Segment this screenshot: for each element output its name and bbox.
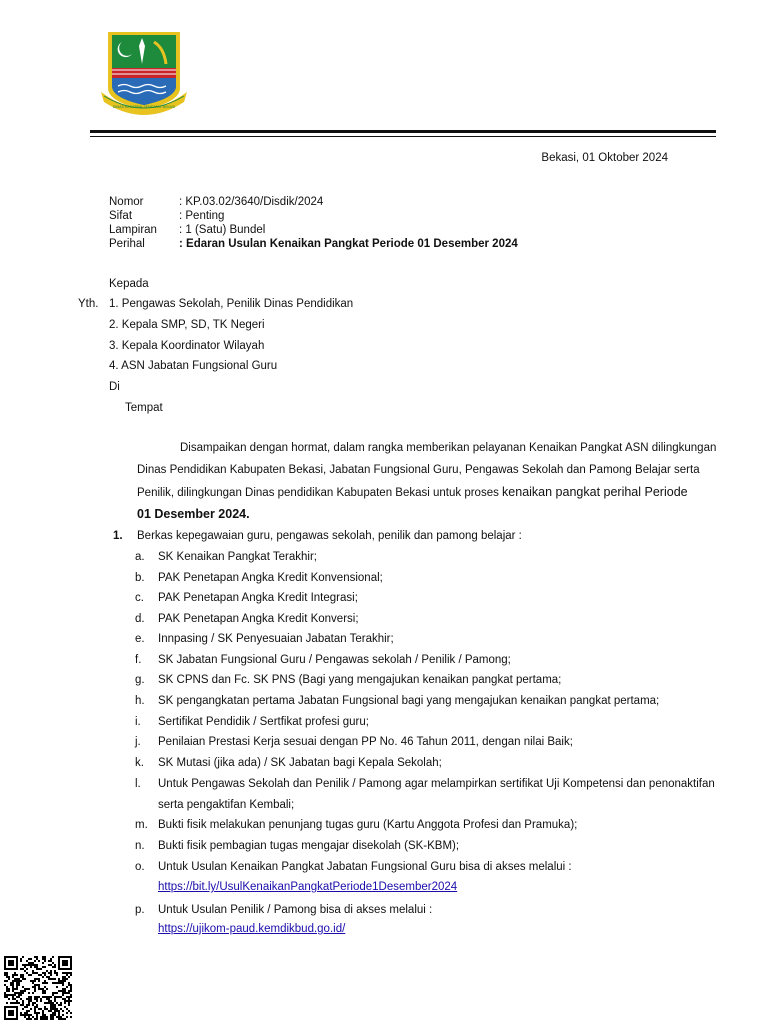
body-line-1: Disampaikan dengan hormat, dalam rangka memberikan pelayanan Kenaikan Pangkat ASN dilingkungan	[180, 442, 717, 454]
list-text: PAK Penetapan Angka Kredit Konvensional;	[158, 572, 383, 584]
list-text: Penilaian Prestasi Kerja sesuai dengan PP No. 46 Tahun 2011, dengan nilai Baik;	[158, 736, 573, 748]
list-marker: k.	[135, 757, 144, 769]
list-marker: e.	[135, 633, 145, 645]
meta-row-nomor	[109, 195, 518, 209]
meta-key: Sifat	[109, 210, 133, 222]
recipient-3: 3. Kepala Koordinator Wilayah	[109, 340, 265, 352]
list-text: SK Kenaikan Pangkat Terakhir;	[158, 551, 317, 563]
meta-value: : KP.03.02/3640/Disdik/2024	[179, 196, 324, 208]
body-line-3-b: kenaikan pangkat perihal Periode	[502, 485, 688, 499]
list-marker: i.	[135, 716, 141, 728]
address-tempat: Tempat	[125, 402, 163, 414]
list-marker: g.	[135, 674, 145, 686]
letterhead-rule-thin	[90, 136, 716, 137]
list-text: SK CPNS dan Fc. SK PNS (Bagi yang mengajukan kenaikan pangkat pertama;	[158, 674, 562, 686]
section-heading: Berkas kepegawaian guru, pengawas sekolah, penilik dan pamong belajar :	[137, 530, 522, 542]
recipient-1: 1. Pengawas Sekolah, Penilik Dinas Pendidikan	[109, 298, 354, 310]
list-marker: a.	[135, 551, 145, 563]
meta-value: : Penting	[179, 210, 225, 222]
list-marker: p.	[135, 904, 145, 916]
section-number: 1.	[113, 530, 123, 542]
meta-key: Lampiran	[109, 224, 157, 236]
list-text: Untuk Pengawas Sekolah dan Penilik / Pamong agar melampirkan sertifikat Uji Kompetensi dan penonaktifan	[158, 778, 715, 790]
list-text-continued: serta pengaktifan Kembali;	[158, 799, 295, 811]
list-marker: m.	[135, 819, 148, 831]
recipient-2: 2. Kepala SMP, SD, TK Negeri	[109, 319, 265, 331]
emblem-ribbon-text: DINAS KESATRIA SENDANG BEKASI	[112, 105, 176, 109]
letterhead-rule-thick	[90, 130, 716, 133]
address-di: Di	[109, 381, 120, 393]
meta-key: Perihal	[109, 238, 145, 250]
list-text: Bukti fisik melakukan penunjang tugas guru (Kartu Anggota Profesi dan Pramuka);	[158, 819, 578, 831]
list-marker: j.	[135, 736, 141, 748]
letter-meta	[109, 195, 518, 251]
meta-value: : Edaran Usulan Kenaikan Pangkat Periode 01 Desember 2024	[179, 238, 518, 250]
ujikom-paud-link[interactable]: https://ujikom-paud.kemdikbud.go.id/	[158, 923, 346, 935]
body-line-3	[137, 485, 688, 499]
list-marker: n.	[135, 840, 145, 852]
usul-kenaikan-pangkat-link[interactable]: https://bit.ly/UsulKenaikanPangkatPeriode1Desember2024	[158, 881, 458, 893]
list-text: Innpasing / SK Penyesuaian Jabatan Terakhir;	[158, 633, 394, 645]
regency-emblem-logo	[96, 28, 192, 120]
list-marker: d.	[135, 613, 145, 625]
list-text: SK Mutasi (jika ada) / SK Jabatan bagi Kepala Sekolah;	[158, 757, 442, 769]
meta-row-perihal	[109, 237, 518, 251]
list-text: Bukti fisik pembagian tugas mengajar disekolah (SK-KBM);	[158, 840, 460, 852]
list-text: PAK Penetapan Angka Kredit Integrasi;	[158, 592, 358, 604]
address-kepada: Kepada	[109, 278, 149, 290]
meta-value: : 1 (Satu) Bundel	[179, 224, 266, 236]
recipient-4: 4. ASN Jabatan Fungsional Guru	[109, 360, 278, 372]
list-marker: f.	[135, 654, 142, 666]
address-yth: Yth.	[78, 298, 99, 310]
list-text: Untuk Usulan Penilik / Pamong bisa di akses melalui :	[158, 904, 433, 916]
list-text: SK Jabatan Fungsional Guru / Pengawas sekolah / Penilik / Pamong;	[158, 654, 511, 666]
letter-date: Bekasi, 01 Oktober 2024	[541, 152, 668, 164]
list-text: Untuk Usulan Kenaikan Pangkat Jabatan Fungsional Guru bisa di akses melalui :	[158, 861, 572, 873]
list-marker: c.	[135, 592, 144, 604]
body-line-2: Dinas Pendidikan Kabupaten Bekasi, Jabatan Fungsional Guru, Pengawas Sekolah dan Pamong Belajar serta	[137, 464, 700, 476]
meta-row-sifat	[109, 209, 518, 223]
list-text: SK pengangkatan pertama Jabatan Fungsional bagi yang mengajukan kenaikan pangkat pertama;	[158, 695, 660, 707]
list-marker: b.	[135, 572, 145, 584]
meta-row-lampiran	[109, 223, 518, 237]
body-line-4: 01 Desember 2024.	[137, 507, 250, 521]
list-text: PAK Penetapan Angka Kredit Konversi;	[158, 613, 359, 625]
list-marker: o.	[135, 861, 145, 873]
body-line-3-a: Penilik, dilingkungan Dinas pendidikan Kabupaten Bekasi untuk proses	[137, 487, 503, 499]
qr-code	[4, 956, 72, 1020]
meta-key: Nomor	[109, 196, 144, 208]
list-marker: l.	[135, 778, 141, 790]
list-text: Sertifikat Pendidik / Sertfikat profesi guru;	[158, 716, 369, 728]
list-marker: h.	[135, 695, 145, 707]
